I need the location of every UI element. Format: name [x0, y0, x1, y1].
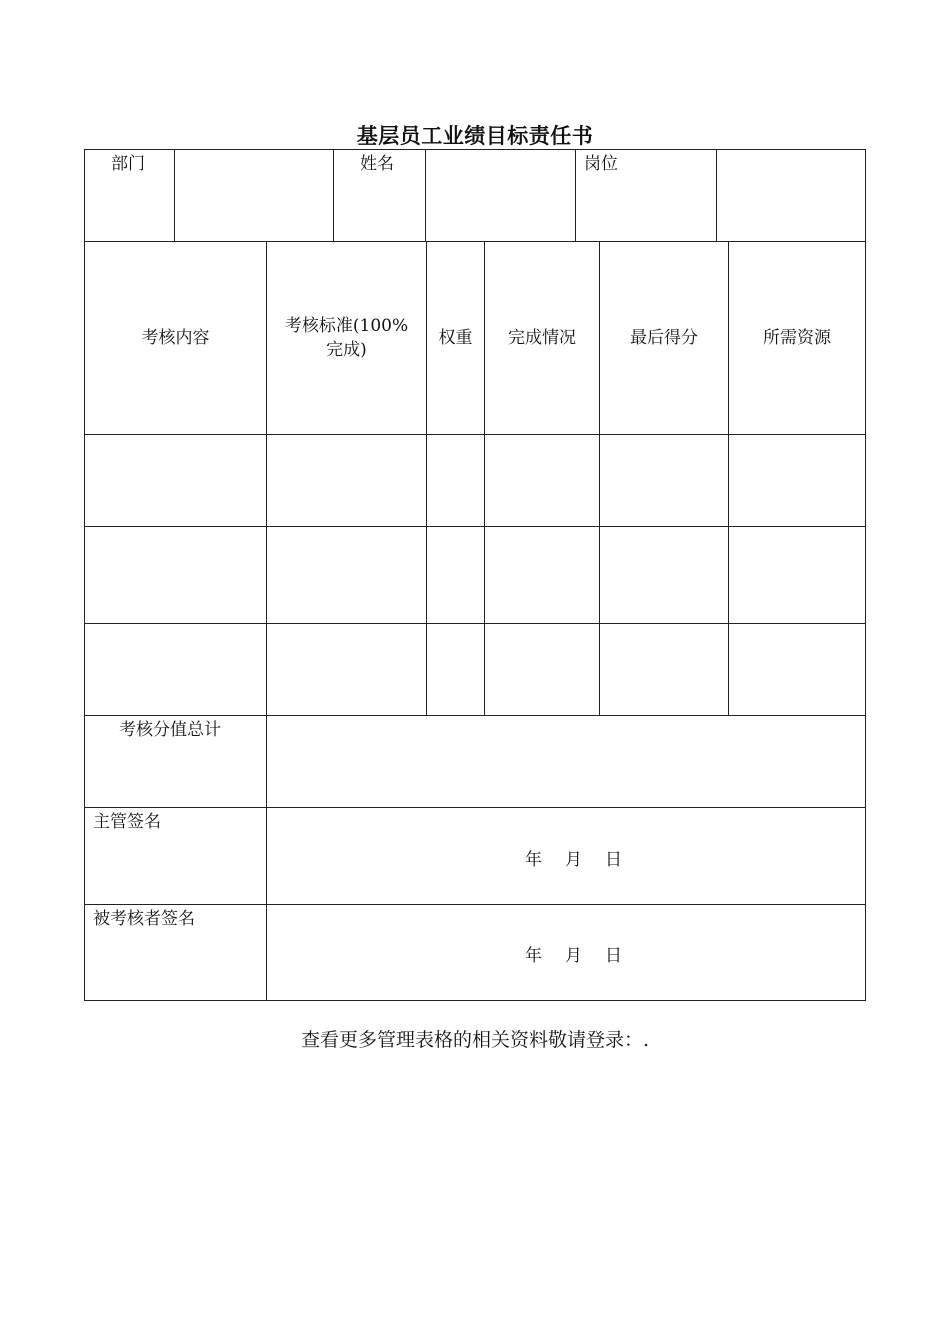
name-value[interactable] [426, 150, 575, 241]
assessee-date [525, 941, 622, 966]
header-assessment-content: 考核内容 [141, 328, 210, 348]
supervisor-date [525, 845, 622, 870]
total-score-text: 考核分值总计 [119, 720, 221, 740]
supervisor-signature-label: 主管签名 [93, 812, 161, 832]
table-row-divider [84, 434, 866, 435]
header-final-score: 最后得分 [630, 328, 698, 348]
header-completion: 完成情况 [508, 328, 576, 348]
header-standard-line2: 完成) [326, 340, 367, 360]
table-border-bottom [84, 1000, 866, 1001]
assessee-signature-label: 被考核者签名 [93, 909, 195, 929]
position-value[interactable] [717, 150, 865, 241]
header-standard-line1: 考核标准(100% [284, 316, 409, 336]
footer-note: 查看更多管理表格的相关资料敬请登录：. [300, 1029, 650, 1051]
total-score-value[interactable] [267, 716, 865, 807]
date-day: 日 [605, 850, 622, 870]
date-month: 月 [565, 946, 582, 966]
date-month: 月 [565, 850, 582, 870]
header-resources: 所需资源 [763, 328, 831, 348]
date-year: 年 [525, 850, 542, 870]
date-year: 年 [525, 946, 542, 966]
table-row-divider [84, 526, 866, 527]
department-value[interactable] [175, 150, 333, 241]
total-score-label [85, 716, 266, 807]
header-assessment-standard [267, 242, 426, 434]
page-title: 基层员工业绩目标责任书 [356, 123, 594, 148]
date-day: 日 [605, 946, 622, 966]
department-label: 部门 [111, 154, 145, 174]
table-row-divider [84, 623, 866, 624]
name-label: 姓名 [360, 154, 394, 174]
position-label: 岗位 [584, 154, 618, 174]
table-border-right [865, 149, 866, 1001]
header-weight: 权重 [438, 328, 473, 348]
